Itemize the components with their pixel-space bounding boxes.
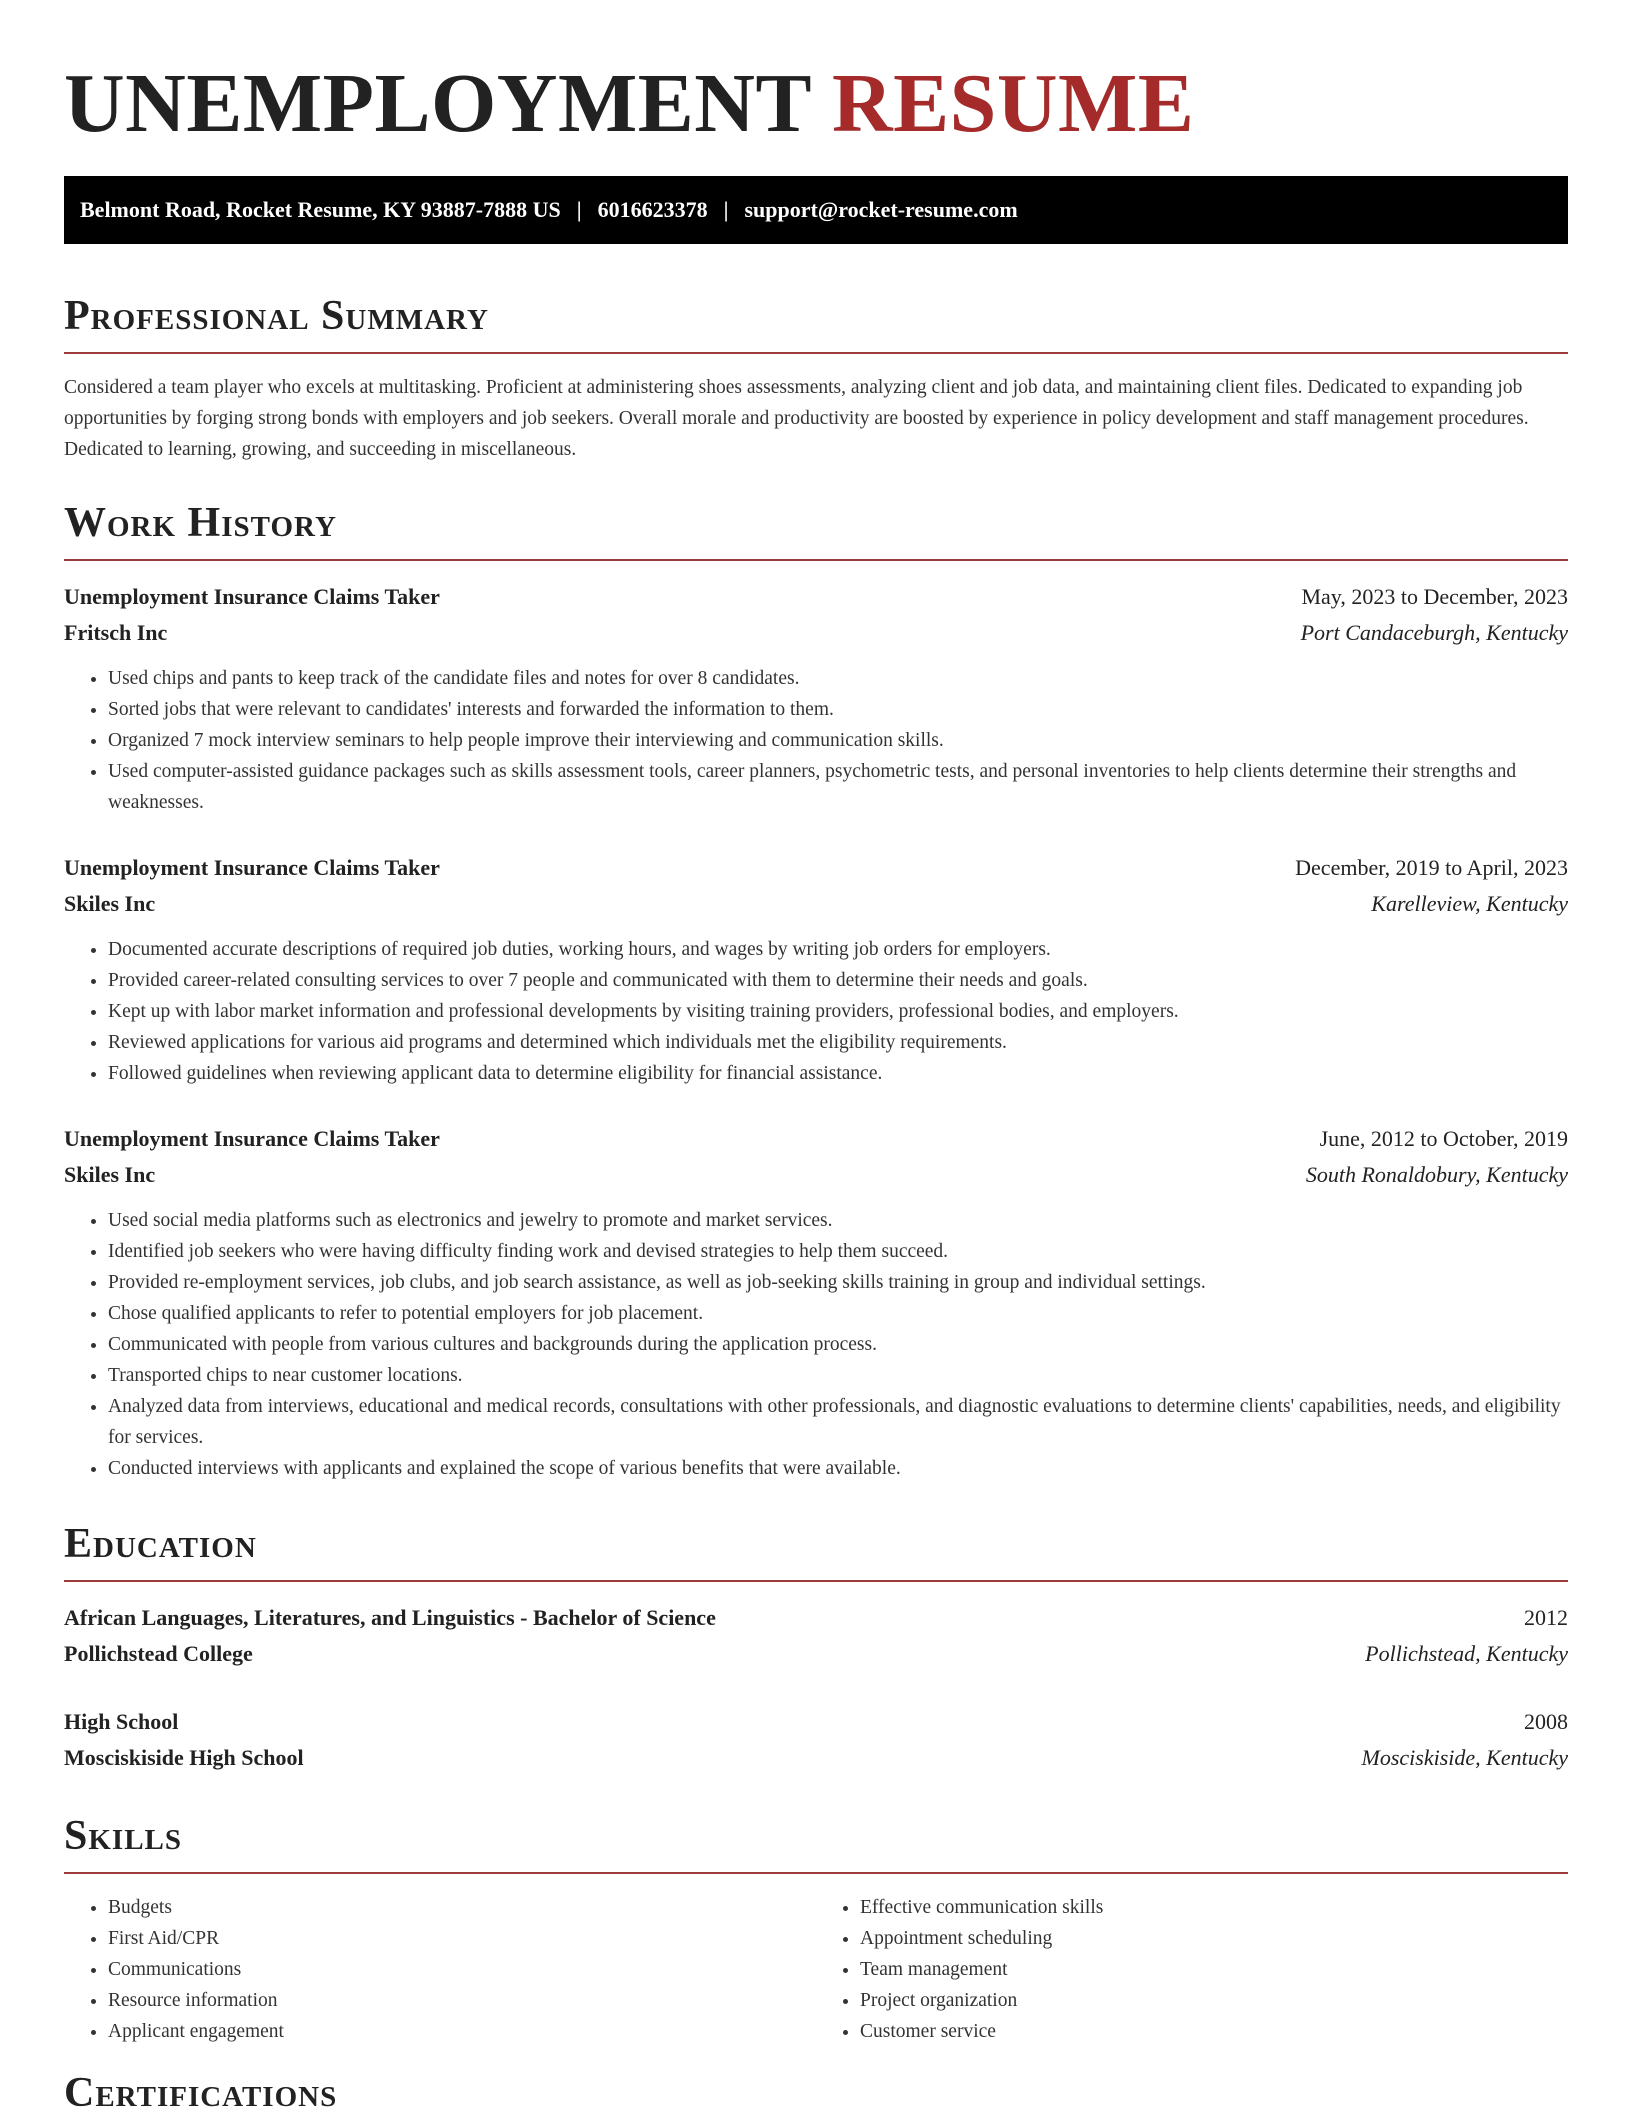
job-location: South Ronaldobury, Kentucky bbox=[1305, 1162, 1568, 1187]
education-location: Mosciskiside, Kentucky bbox=[1361, 1745, 1568, 1770]
skills-list-right bbox=[816, 1892, 1568, 2047]
job-bullet: • Used chips and pants to keep track of the candidate files and notes for over 8 candidates. bbox=[108, 663, 1568, 694]
job-entry bbox=[64, 850, 1568, 1089]
education-school: Pollichstead College bbox=[64, 1641, 253, 1666]
skill-item: • Resource information bbox=[108, 1985, 816, 2016]
job-company-row bbox=[64, 1157, 1568, 1193]
education-entry bbox=[64, 1600, 1568, 1672]
education-entry bbox=[64, 1704, 1568, 1776]
job-bullet: • Documented accurate descriptions of required job duties, working hours, and wages by writing job orders for employers. bbox=[108, 934, 1568, 965]
education-school-row bbox=[64, 1740, 1568, 1776]
section-divider bbox=[64, 1580, 1568, 1582]
skills-columns bbox=[64, 1892, 1568, 2047]
title-accent-word: RESUME bbox=[831, 57, 1195, 150]
job-bullet: • Provided career-related consulting services to over 7 people and communicated with them to determine their needs and goals. bbox=[108, 965, 1568, 996]
job-bullet: • Kept up with labor market information and professional developments by visiting training providers, professional bodies, and employers. bbox=[108, 996, 1568, 1027]
summary-text: Considered a team player who excels at multitasking. Proficient at administering shoes assessments, analyzing client and job data, and maintaining client files. Dedicated to expanding job opportunities by forging strong bonds with employers and job seekers. Overall morale and productivity are boosted by experience in policy development and staff management procedures. Dedicated to learning, growing, and succeeding in miscellaneous. bbox=[64, 377, 1529, 460]
job-company: Fritsch Inc bbox=[64, 620, 168, 645]
contact-phone: 6016623378 bbox=[597, 197, 708, 222]
education-school-row bbox=[64, 1636, 1568, 1672]
skill-item: • Project organization bbox=[860, 1985, 1568, 2016]
title-first-word: UNEMPLOYMENT bbox=[64, 57, 811, 150]
education-degree: High School bbox=[64, 1709, 179, 1734]
job-role: Unemployment Insurance Claims Taker bbox=[64, 855, 440, 880]
skill-item: • First Aid/CPR bbox=[108, 1923, 816, 1954]
skill-item: • Customer service bbox=[860, 2016, 1568, 2047]
job-bullet: • Identified job seekers who were having difficulty finding work and devised strategies to help them succeed. bbox=[108, 1236, 1568, 1267]
job-header-row bbox=[64, 1121, 1568, 1157]
section-title-summary: Professional Summary bbox=[64, 293, 489, 339]
job-bullet: • Used social media platforms such as electronics and jewelry to promote and market services. bbox=[108, 1205, 1568, 1236]
job-bullet: • Transported chips to near customer locations. bbox=[108, 1360, 1568, 1391]
job-bullet: • Chose qualified applicants to refer to potential employers for job placement. bbox=[108, 1298, 1568, 1329]
job-company: Skiles Inc bbox=[64, 891, 156, 916]
contact-email: support@rocket-resume.com bbox=[744, 197, 1018, 222]
job-bullet-list bbox=[64, 1205, 1568, 1484]
section-title-certifications: Certifications bbox=[64, 2070, 338, 2116]
education-year: 2012 bbox=[1524, 1605, 1568, 1630]
job-company-row bbox=[64, 615, 1568, 651]
job-bullet: • Conducted interviews with applicants and explained the scope of various benefits that were available. bbox=[108, 1453, 1568, 1484]
education-degree: African Languages, Literatures, and Linguistics - Bachelor of Science bbox=[64, 1605, 716, 1630]
job-company: Skiles Inc bbox=[64, 1162, 156, 1187]
section-divider bbox=[64, 1872, 1568, 1874]
section-title-work-history: Work History bbox=[64, 500, 337, 546]
job-dates: December, 2019 to April, 2023 bbox=[1295, 855, 1568, 880]
section-divider bbox=[64, 559, 1568, 561]
job-location: Port Candaceburgh, Kentucky bbox=[1300, 620, 1568, 645]
resume-page bbox=[64, 50, 1568, 2121]
section-title-education: Education bbox=[64, 1521, 257, 1567]
resume-title bbox=[64, 50, 1568, 158]
contact-separator: | bbox=[723, 197, 729, 222]
education-degree-row bbox=[64, 1600, 1568, 1636]
skill-item: • Appointment scheduling bbox=[860, 1923, 1568, 1954]
job-bullet: • Organized 7 mock interview seminars to help people improve their interviewing and communication skills. bbox=[108, 725, 1568, 756]
education-location: Pollichstead, Kentucky bbox=[1365, 1641, 1568, 1666]
skills-list-left bbox=[64, 1892, 816, 2047]
job-bullet: • Sorted jobs that were relevant to candidates' interests and forwarded the information to them. bbox=[108, 694, 1568, 725]
work-history-list bbox=[64, 579, 1568, 1484]
skill-item: • Team management bbox=[860, 1954, 1568, 1985]
job-bullet: • Used computer-assisted guidance packages such as skills assessment tools, career planners, psychometric tests, and personal inventories to help clients determine their strengths and weaknesses. bbox=[108, 756, 1568, 818]
job-role: Unemployment Insurance Claims Taker bbox=[64, 584, 440, 609]
job-bullet: • Reviewed applications for various aid programs and determined which individuals met the eligibility requirements. bbox=[108, 1027, 1568, 1058]
education-school: Mosciskiside High School bbox=[64, 1745, 304, 1770]
job-entry bbox=[64, 579, 1568, 818]
contact-address: Belmont Road, Rocket Resume, KY 93887-7888 US bbox=[80, 197, 561, 222]
section-title-skills: Skills bbox=[64, 1813, 183, 1859]
contact-separator: | bbox=[576, 197, 582, 222]
job-location: Karelleview, Kentucky bbox=[1371, 891, 1568, 916]
skill-item: • Budgets bbox=[108, 1892, 816, 1923]
job-bullet: • Communicated with people from various cultures and backgrounds during the application process. bbox=[108, 1329, 1568, 1360]
education-degree-row bbox=[64, 1704, 1568, 1740]
job-bullet: • Provided re-employment services, job clubs, and job search assistance, as well as job-seeking skills training in group and individual settings. bbox=[108, 1267, 1568, 1298]
job-bullet: • Followed guidelines when reviewing applicant data to determine eligibility for financial assistance. bbox=[108, 1058, 1568, 1089]
job-entry bbox=[64, 1121, 1568, 1484]
job-header-row bbox=[64, 579, 1568, 615]
job-bullet-list bbox=[64, 663, 1568, 818]
skill-item: • Effective communication skills bbox=[860, 1892, 1568, 1923]
job-company-row bbox=[64, 886, 1568, 922]
skill-item: • Applicant engagement bbox=[108, 2016, 816, 2047]
job-dates: June, 2012 to October, 2019 bbox=[1319, 1126, 1568, 1151]
skill-item: • Communications bbox=[108, 1954, 816, 1985]
contact-bar bbox=[64, 176, 1568, 244]
job-role: Unemployment Insurance Claims Taker bbox=[64, 1126, 440, 1151]
education-year: 2008 bbox=[1524, 1709, 1568, 1734]
job-header-row bbox=[64, 850, 1568, 886]
education-list bbox=[64, 1600, 1568, 1776]
job-bullet: • Analyzed data from interviews, educational and medical records, consultations with other professionals, and diagnostic evaluations to determine clients' capabilities, needs, and eligibility for services. bbox=[108, 1391, 1568, 1453]
job-dates: May, 2023 to December, 2023 bbox=[1301, 584, 1568, 609]
job-bullet-list bbox=[64, 934, 1568, 1089]
section-divider bbox=[64, 352, 1568, 354]
